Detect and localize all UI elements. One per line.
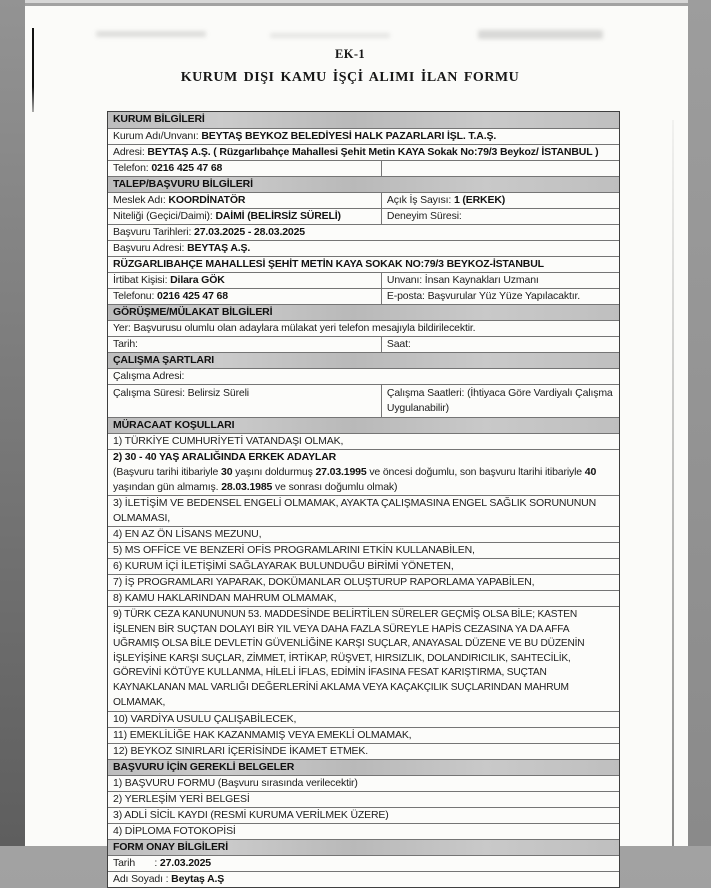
field-label: Başvuru Adresi: [113, 242, 188, 254]
field-label: Adı Soyadı : [113, 873, 172, 886]
field-label: Saat: [386, 338, 411, 350]
row-adresi [108, 144, 619, 160]
section-title: GÖRÜŞME/MÜLAKAT BİLGİLERİ [113, 306, 273, 318]
field-value: BEYTAŞ BEYKOZ BELEDİYESİ HALK PAZARLARI İŞL. T.A.Ş. [201, 130, 497, 142]
requirement-item: 10) VARDİYA USULU ÇALIŞABİLECEK, [108, 711, 619, 727]
field-value: 27.03.2025 [159, 857, 211, 870]
field-label: Tarih : [113, 857, 160, 870]
annex-label: EK-1 [334, 47, 366, 61]
row-tarih-saat [108, 336, 619, 352]
field-value: İnsan Kaynakları Uzmanı [424, 274, 539, 286]
field-label: Deneyim Süresi: [386, 210, 462, 222]
document-item: 1) BAŞVURU FORMU (Başvuru sırasında verilecektir) [108, 775, 619, 791]
scan-paper-edge-line [672, 120, 674, 846]
requirement-item: 12) BEYKOZ SINIRLARI İÇERİSİNDE İKAMET ETMEK. [108, 743, 619, 759]
row-calisma-adresi [108, 368, 619, 384]
section-title: ÇALIŞMA ŞARTLARI [113, 354, 215, 366]
section-title: TALEP/BAŞVURU BİLGİLERİ [113, 178, 253, 190]
scan-right-margin [688, 0, 711, 846]
section-title: FORM ONAY BİLGİLERİ [113, 841, 228, 854]
row-telefonu [108, 288, 619, 304]
requirement-item: 4) EN AZ ÖN LİSANS MEZUNU, [108, 526, 619, 542]
document-header [90, 47, 610, 86]
field-value: (İhtiyaca Göre Vardiyalı Çalışma Uygulanabilir) [386, 387, 613, 414]
scan-smudge [478, 30, 603, 39]
field-label: Telefon: [113, 162, 152, 174]
row-irtibat [108, 272, 619, 288]
document-item: 2) YERLEŞİM YERİ BELGESİ [108, 791, 619, 807]
section-header-calisma [108, 352, 619, 368]
field-value: Başvurusu olumlu olan adaylara mülakat yeri telefon mesajıyla bildirilecektir. [133, 322, 476, 334]
section-header-talep [108, 176, 619, 192]
row-niteligi [108, 208, 619, 224]
section-title: KURUM BİLGİLERİ [113, 113, 205, 125]
field-value: Belirsiz Süreli [187, 387, 249, 399]
field-value: RÜZGARLIBAHÇE MAHALLESİ ŞEHİT METİN KAYA SOKAK NO:79/3 BEYKOZ-İSTANBUL [113, 258, 544, 270]
field-value: BEYTAŞ A.Ş. [187, 242, 251, 254]
document-item: 4) DİPLOMA FOTOKOPİSİ [108, 823, 619, 839]
scan-top-edge [0, 0, 711, 3]
field-value: 0216 425 47 68 [157, 290, 228, 302]
row-meslek [108, 192, 619, 208]
scan-smudge [270, 33, 390, 38]
section-header-gorusme [108, 304, 619, 320]
field-label: Yer: [113, 322, 134, 334]
row-basvuru-tarihleri [108, 224, 619, 240]
field-label: Tarih: [113, 338, 138, 350]
scan-artifact-line [32, 28, 34, 112]
requirement-item: 7) İŞ PROGRAMLARI YAPARAK, DOKÜMANLAR OLUŞTURUP RAPORLAMA YAPABİLEN, [108, 574, 619, 590]
field-label: Adresi: [113, 146, 148, 158]
row-onay-adi-soyadi [108, 871, 619, 887]
field-value: DAİMİ (BELİRSİZ SÜRELİ) [215, 210, 341, 222]
field-label: Çalışma Adresi: [113, 370, 185, 382]
field-label: Telefonu: [113, 290, 158, 302]
field-value: 0216 425 47 68 [151, 162, 223, 174]
row-kurum-adi [108, 128, 619, 144]
row-basvuru-adresi [108, 240, 619, 256]
requirement-item: 11) EMEKLİLİĞE HAK KAZANMAMIŞ VEYA EMEKLİ OLMAMAK, [108, 727, 619, 743]
field-value: 27.03.2025 - 28.03.2025 [194, 226, 305, 238]
field-label: İrtibat Kişisi: [113, 274, 171, 286]
field-label: Unvanı: [386, 274, 425, 286]
field-label: Niteliği (Geçici/Daimi): [113, 210, 216, 222]
field-value: Başvurular Yüz Yüze Yapılacaktır. [427, 290, 581, 302]
row-onay-tarih [108, 855, 619, 871]
row-basvuru-adresi-devam [108, 256, 619, 272]
scan-smudge [96, 31, 206, 37]
row-yer [108, 320, 619, 336]
field-label: Meslek Adı: [113, 194, 169, 206]
document-item: 3) ADLİ SİCİL KAYDI (RESMİ KURUMA VERİLMEK ÜZERE) [108, 807, 619, 823]
section-header-onay [108, 839, 619, 855]
field-value: Dilara GÖK [170, 274, 225, 286]
requirement-item: 1) TÜRKİYE CUMHURİYETİ VATANDAŞI OLMAK, [108, 433, 619, 449]
page-title: KURUM DIŞI KAMU İŞÇİ ALIMI İLAN FORMU [180, 70, 520, 85]
requirement-item-age [108, 449, 619, 495]
requirement-detail: (Başvuru tarihi itibariyle 30 yaşını doldurmuş 27.03.1995 ve öncesi doğumlu, son başvuru ltarihi itibariyle 40 yaşından gün almamış. 28.03.1985 ve sonrası doğumlu olmak) [113, 466, 597, 493]
section-title: MÜRACAAT KOŞULLARI [113, 419, 235, 431]
requirement-item: 8) KAMU HAKLARINDAN MAHRUM OLMAMAK, [108, 590, 619, 606]
row-calisma-suresi [108, 384, 619, 417]
field-label: Çalışma Saatleri: [386, 387, 468, 399]
field-label: Kurum Adı/Unvanı: [113, 130, 202, 142]
field-value: Beytaş A.Ş [171, 873, 225, 886]
field-value: 1 (ERKEK) [453, 194, 506, 206]
requirement-title: 2) 30 - 40 YAŞ ARALIĞINDA ERKEK ADAYLAR [113, 451, 337, 463]
field-label: Başvuru Tarihleri: [113, 226, 194, 238]
field-value: KOORDİNATÖR [168, 194, 246, 206]
section-title: BAŞVURU İÇİN GEREKLİ BELGELER [113, 761, 295, 774]
section-header-belgeler [108, 759, 619, 775]
field-value: BEYTAŞ A.Ş. ( Rüzgarlıbahçe Mahallesi Şehit Metin KAYA Sokak No:79/3 Beykoz/ İSTANBUL ) [147, 146, 599, 158]
field-label: E-posta: [386, 290, 428, 302]
field-label: Çalışma Süresi: [113, 387, 188, 399]
requirement-item-long: 9) TÜRK CEZA KANUNUNUN 53. MADDESİNDE BELİRTİLEN SÜRELER GEÇMİŞ OLSA BİLE; KASTEN İŞLENEN BİR SUÇTAN DOLAYI BİR YIL VEYA DAHA FAZLA SÜREYLE HAPİS CEZASINA YA DA AFFA UĞRAMIŞ OLSA BİLE DEVLETİN GÜVENLİĞİNE KARŞI SUÇLAR, ANAYASAL DÜZENE VE BU DÜZENİN İŞLEYİŞİNE KARŞI SUÇLAR, ZİMMET, İRTİKAP, RÜŞVET, HIRSIZLIK, DOLANDIRICILIK, SAHTECİLİK, GÖREVİNİ KÖTÜYE KULLANMA, HİLELİ İFLAS, EDİMİN İFASINA FESAT KARIŞTIRMA, SUÇTAN KAYNAKLANAN MAL VARLIĞI DEĞERLERİNİ AKLAMA VEYA KAÇAKÇILIK SUÇLARINDAN MAHRUM OLMAMAK, [108, 606, 619, 711]
row-telefon [108, 160, 619, 176]
requirement-item: 3) İLETİŞİM VE BEDENSEL ENGELİ OLMAMAK, AYAKTA ÇALIŞMASINA ENGEL SAĞLIK SORUNUNUN OLMAMASI, [108, 495, 619, 526]
scan-left-margin [0, 0, 25, 846]
requirement-item: 6) KURUM İÇİ İLETİŞİMİ SAĞLAYARAK BULUNDUĞU BİRİMİ YÖNETEN, [108, 558, 619, 574]
requirement-item: 5) MS OFFİCE VE BENZERİ OFİS PROGRAMLARINI ETKİN KULLANABİLEN, [108, 542, 619, 558]
empty-cell [382, 161, 619, 176]
field-label: Açık İş Sayısı: [386, 194, 454, 206]
section-header-kurum [108, 112, 619, 128]
form-table [107, 111, 620, 888]
section-header-muracaat [108, 417, 619, 433]
